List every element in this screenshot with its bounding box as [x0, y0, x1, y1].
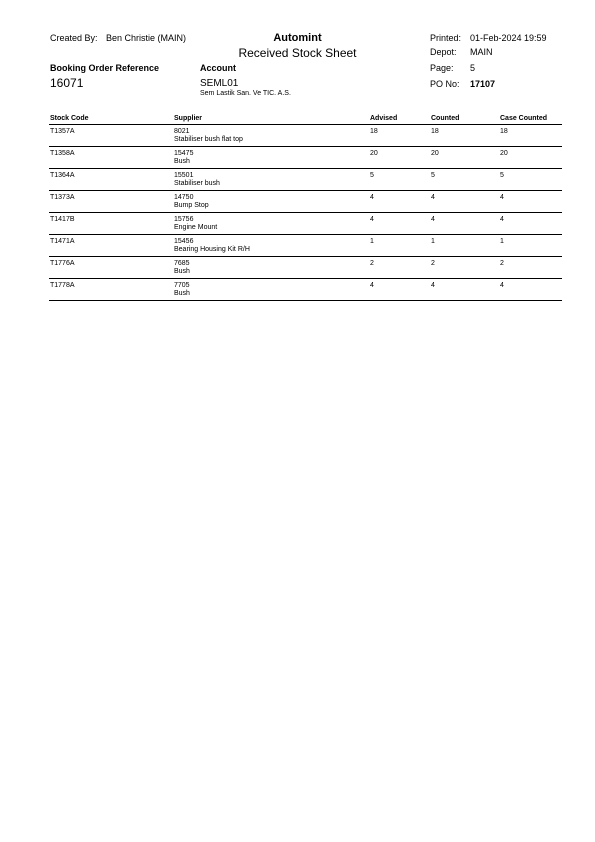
- row-description: Bump Stop: [174, 202, 209, 209]
- col-header-counted: Counted: [431, 115, 460, 122]
- row-case-counted: 4: [500, 282, 504, 289]
- row-counted: 4: [431, 194, 435, 201]
- row-stock-code: T1364A: [50, 172, 75, 179]
- created-by-value: Ben Christie (MAIN): [106, 33, 187, 43]
- row-advised: 4: [370, 194, 374, 201]
- printed-label: Printed:: [430, 33, 462, 43]
- row-supplier-code: 14750: [174, 194, 194, 201]
- row-divider: [49, 300, 562, 301]
- row-supplier-code: 7705: [174, 282, 190, 289]
- row-divider: [49, 212, 562, 213]
- row-counted: 4: [431, 216, 435, 223]
- account-name: Sem Lastik San. Ve TIC. A.S.: [200, 90, 291, 97]
- row-counted: 1: [431, 238, 435, 245]
- row-description: Bush: [174, 158, 190, 165]
- row-advised: 5: [370, 172, 374, 179]
- col-header-supplier: Supplier: [174, 115, 203, 122]
- row-stock-code: T1471A: [50, 238, 75, 245]
- row-advised: 4: [370, 282, 374, 289]
- row-description: Stabiliser bush: [174, 180, 220, 187]
- row-counted: 5: [431, 172, 435, 179]
- row-stock-code: T1778A: [50, 282, 75, 289]
- row-counted: 18: [431, 128, 439, 135]
- page-value: 5: [470, 63, 476, 73]
- row-stock-code: T1776A: [50, 260, 75, 267]
- row-description: Bush: [174, 268, 190, 275]
- sheet-title: [0, 46, 595, 60]
- row-counted: 20: [431, 150, 439, 157]
- sheet-title-text: Received Stock Sheet: [238, 46, 357, 60]
- row-case-counted: 1: [500, 238, 504, 245]
- row-counted: 2: [431, 260, 435, 267]
- row-supplier-code: 8021: [174, 128, 190, 135]
- booking-ref-value: 16071: [50, 76, 84, 90]
- account-code: SEML01: [200, 78, 239, 89]
- row-advised: 2: [370, 260, 374, 267]
- depot-label: Depot:: [430, 47, 457, 57]
- printed-value: 01-Feb-2024 19:59: [470, 33, 547, 43]
- col-header-advised: Advised: [370, 115, 398, 122]
- booking-ref-label: Booking Order Reference: [50, 63, 160, 73]
- col-header-case-counted: Case Counted: [500, 115, 548, 122]
- row-divider: [49, 256, 562, 257]
- row-case-counted: 2: [500, 260, 504, 267]
- account-label: Account: [200, 63, 236, 73]
- row-advised: 20: [370, 150, 378, 157]
- company-name-text: Automint: [273, 32, 322, 44]
- header-divider: [49, 124, 562, 125]
- row-advised: 18: [370, 128, 378, 135]
- row-case-counted: 4: [500, 194, 504, 201]
- page-label: Page:: [430, 63, 454, 73]
- row-supplier-code: 15501: [174, 172, 194, 179]
- row-case-counted: 18: [500, 128, 508, 135]
- row-supplier-code: 15475: [174, 150, 194, 157]
- row-divider: [49, 146, 562, 147]
- created-by-label: Created By:: [50, 33, 98, 43]
- depot-value: MAIN: [470, 47, 493, 57]
- row-divider: [49, 278, 562, 279]
- row-description: Bearing Housing Kit R/H: [174, 246, 250, 253]
- row-supplier-code: 15756: [174, 216, 194, 223]
- row-stock-code: T1357A: [50, 128, 75, 135]
- row-supplier-code: 7685: [174, 260, 190, 267]
- row-stock-code: T1417B: [50, 216, 75, 223]
- row-counted: 4: [431, 282, 435, 289]
- row-case-counted: 5: [500, 172, 504, 179]
- row-divider: [49, 234, 562, 235]
- row-supplier-code: 15456: [174, 238, 194, 245]
- row-description: Bush: [174, 290, 190, 297]
- row-case-counted: 20: [500, 150, 508, 157]
- po-label: PO No:: [430, 79, 460, 89]
- po-value: 17107: [470, 79, 496, 89]
- row-divider: [49, 168, 562, 169]
- row-description: Engine Mount: [174, 224, 218, 231]
- row-advised: 4: [370, 216, 374, 223]
- row-divider: [49, 190, 562, 191]
- row-stock-code: T1373A: [50, 194, 75, 201]
- row-advised: 1: [370, 238, 374, 245]
- row-case-counted: 4: [500, 216, 504, 223]
- row-description: Stabiliser bush flat top: [174, 136, 243, 143]
- row-stock-code: T1358A: [50, 150, 75, 157]
- col-header-stock-code: Stock Code: [50, 115, 89, 122]
